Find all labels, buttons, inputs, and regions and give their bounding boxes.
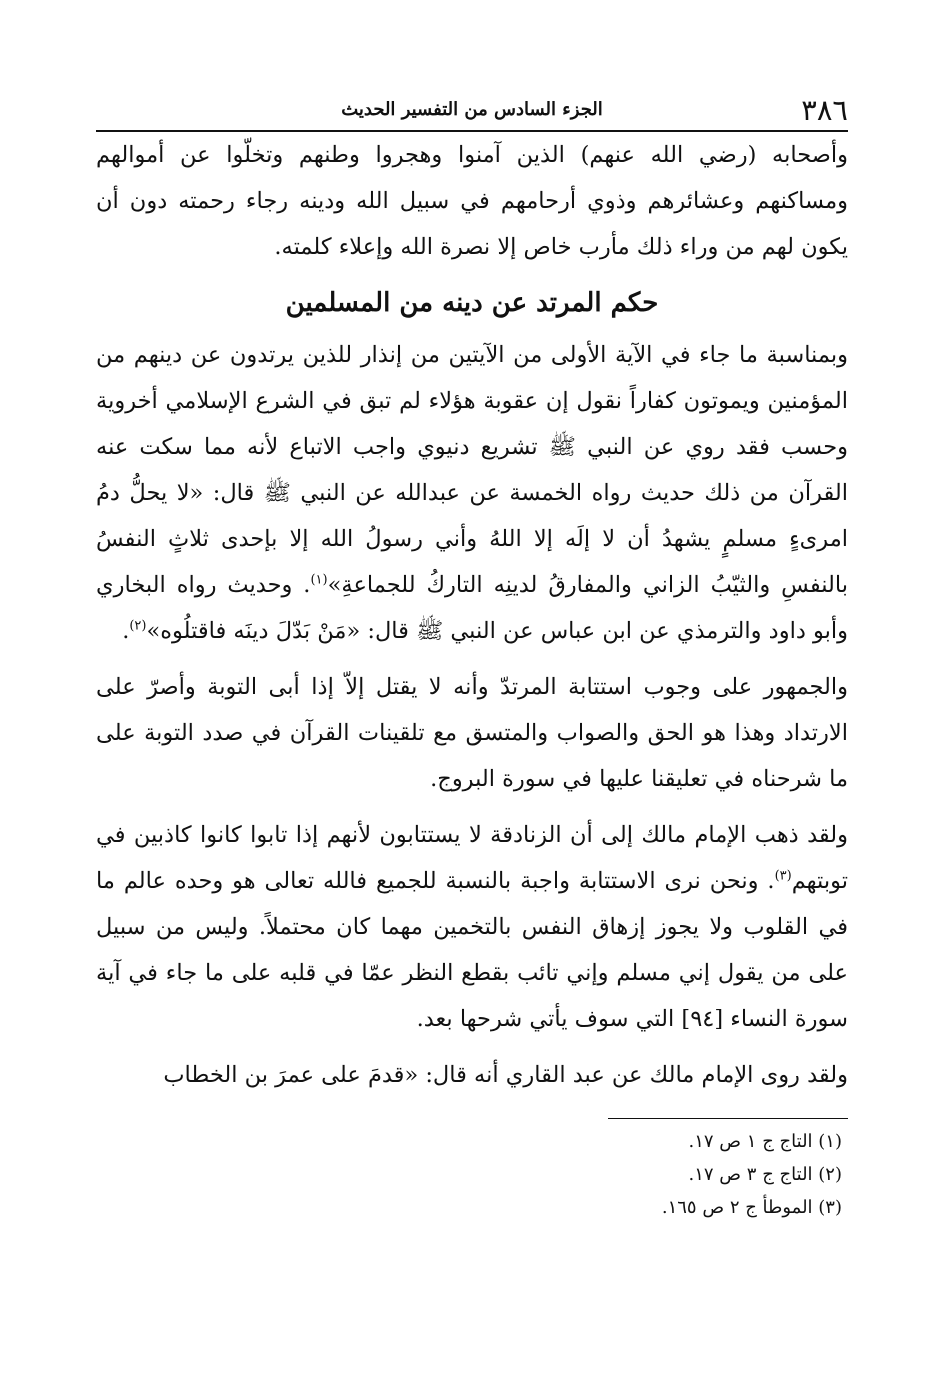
- page-header: [96, 92, 848, 128]
- text-run: . ونحن نرى الاستتابة واجبة بالنسبة للجميع فالله تعالى هو وحده عالم ما في القلوب ولا يجوز إزهاق النفس بالتخمين مهما كان محتملاً. وليس من سبيل على من يقول إني مسلم وإني تائب بقطع النظر عمّا في قلبه على ما جاء في آية سورة النساء [٩٤] التي سوف يأتي شرحها بعد.: [96, 868, 848, 1032]
- footnote-ref-1[interactable]: (١): [310, 572, 328, 588]
- book-page: [96, 92, 848, 1292]
- section-paragraph-2: والجمهور على وجوب استتابة المرتدّ وأنه لا يقتل إلاّ إذا أبى التوبة وأصرّ على الارتداد وهذا هو الحق والصواب والمتسق مع تلقينات القرآن في صدد التوبة على ما شرحناه في تعليقنا عليها في سورة البروج.: [96, 674, 848, 792]
- footnote-3: (٣) الموطأ ج ٢ ص ١٦٥.: [661, 1197, 842, 1218]
- footnote-1: (١) التاج ج ١ ص ١٧.: [688, 1131, 842, 1152]
- text-run: . وحديث رواه البخاري وأبو داود والترمذي عن ابن عباس عن النبي ﷺ قال: «مَنْ بَدّلَ دينَه فاقتلُوه»: [96, 572, 848, 644]
- intro-paragraph: وأصحابه (رضي الله عنهم) الذين آمنوا وهجروا وطنهم وتخلّوا عن أموالهم ومساكنهم وعشائرهم وذوي أرحامهم في سبيل الله ودينه رجاء رحمته دون أن يكون لهم من وراء ذلك مأرب خاص إلا نصرة الله وإعلاء كلمته.: [96, 142, 848, 260]
- footnote-ref-2[interactable]: (٢): [129, 618, 147, 634]
- text-run: وبمناسبة ما جاء في الآية الأولى من الآيتين من إنذار للذين يرتدون عن دينهم من المؤمنين ويموتون كفاراً نقول إن عقوبة هؤلاء لم تبق في الشرع الإسلامي أخروية وحسب فقد روي عن النبي ﷺ تشريع دنيوي واجب الاتباع لأنه مما سكت عنه القرآن من ذلك حديث رواه الخمسة عن عبدالله عن النبي ﷺ قال: «لا يحلُّ دمُ امرىءٍ مسلمٍ يشهدُ أن لا إلَه إلا اللهُ وأني رسولُ الله إلا بإحدى ثلاثٍ النفسُ بالنفسِ والثيّبُ الزاني والمفارقُ لدينِه التاركُ للجماعةِ»: [96, 342, 848, 598]
- footnotes: [96, 1125, 848, 1224]
- page-number: ٣٨٦: [801, 93, 848, 127]
- footnote-rule: [608, 1118, 848, 1119]
- running-title: الجزء السادس من التفسير الحديث: [341, 99, 603, 120]
- section-paragraph-3: [96, 812, 848, 1042]
- section-paragraph-4: ولقد روى الإمام مالك عن عبد القاري أنه قال: «قدمَ على عمرَ بن الخطاب: [163, 1062, 848, 1088]
- text-run: .: [122, 618, 130, 644]
- section-paragraph-1: [96, 332, 848, 654]
- footnote-ref-3[interactable]: (٣): [774, 868, 792, 884]
- section-heading: حكم المرتد عن دينه من المسلمين: [285, 288, 659, 318]
- footnote-2: (٢) التاج ج ٣ ص ١٧.: [688, 1164, 842, 1185]
- text-run: ولقد ذهب الإمام مالك إلى أن الزنادقة لا يستتابون لأنهم إذا تابوا كانوا كاذبين في توبتهم: [96, 822, 848, 894]
